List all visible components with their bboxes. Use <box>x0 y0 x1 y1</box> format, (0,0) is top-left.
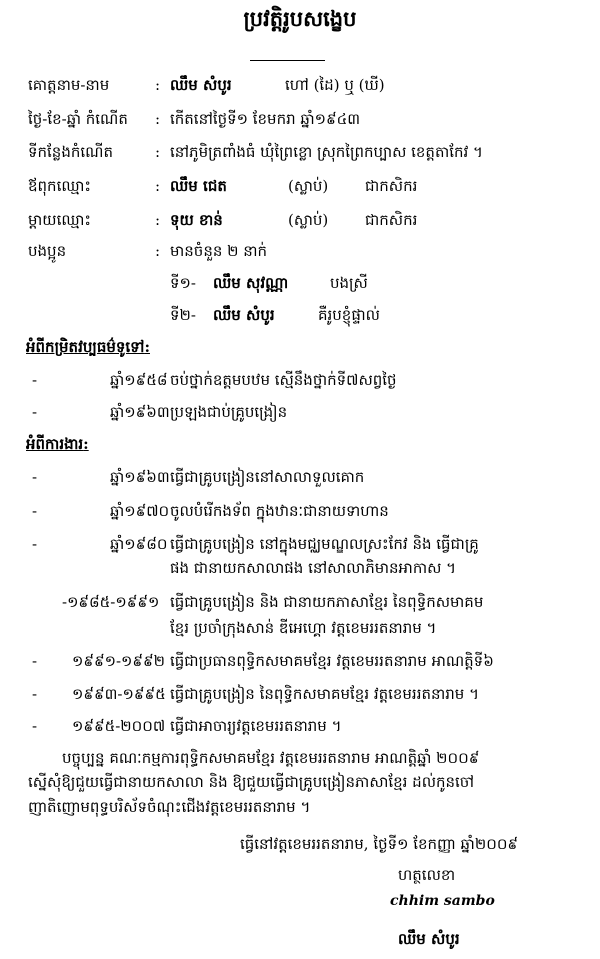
career-item <box>0 466 600 488</box>
info-row-dob <box>0 108 600 130</box>
father-status: (ស្លាប់) <box>288 177 329 195</box>
sibling-relation: បងស្រី <box>330 274 368 292</box>
info-row-father <box>0 175 600 197</box>
name-label: គោត្តនាម-នាម <box>28 76 110 94</box>
sibling-name: ឈឹម សុវណ្ណា <box>213 274 289 292</box>
colon: : <box>155 211 161 229</box>
closing-text: បច្ចុប្បន្ន គណៈកម្មការពុទ្ធិកសមាគមខ្មែរ វត្តខេមររតនារាម អាណត្តិឆ្នាំ ២០០៩ <box>62 749 480 767</box>
item-desc: ធ្វើជាអាចារ្យវត្តខេមររតនារាម ។ <box>170 717 342 735</box>
sibling-row <box>0 272 600 294</box>
career-item-continuation <box>0 557 600 579</box>
career-item <box>0 650 600 672</box>
closing-line <box>0 771 600 793</box>
info-row-name <box>0 74 600 96</box>
sibling-name: ឈឹម សំបូរ <box>213 306 275 324</box>
colon: : <box>155 110 161 128</box>
item-year: ឆ្នាំ១៩៧០ <box>110 502 170 520</box>
bullet-dash: - <box>32 717 38 735</box>
career-heading-text: អំពីការងារ <box>26 435 84 453</box>
career-item <box>0 715 600 737</box>
mother-label: ម្តាយឈ្មោះ <box>28 211 91 229</box>
item-year: ឆ្នាំ១៩៦៣ <box>110 468 170 486</box>
education-item <box>0 369 600 391</box>
dob-label: ថ្ងៃ-ខែ-ឆ្នាំ កំណើត <box>28 110 128 128</box>
colon: : <box>155 143 161 161</box>
father-job: ជាកសិករ <box>365 177 418 195</box>
bullet-dash: - <box>32 502 38 520</box>
item-desc: ធ្វើជាគ្រូបង្រៀន និង ជានាយកភាសាខ្មែរ នៃពុទ្ធិកសមាគម <box>170 593 484 611</box>
signer-name: ឈឹម សំបូរ <box>398 930 460 948</box>
item-desc: ធ្វើជាគ្រូបង្រៀន នៃពុទ្ធិកសមាគមខ្មែរ វត្តខេមររតនារាម ។ <box>170 685 479 703</box>
sibling-number: ទី១- <box>170 274 196 292</box>
item-year: ១៩៩៣-១៩៩៥ <box>72 685 166 703</box>
sibling-row <box>0 304 600 326</box>
closing-line <box>0 747 600 769</box>
education-heading: អំពីកម្រិតវប្បធម៌ទូទៅ: <box>26 338 150 356</box>
colon: : <box>155 242 161 260</box>
education-item <box>0 401 600 423</box>
bullet-dash: - <box>32 685 38 703</box>
siblings-label: បងប្អូន <box>28 242 67 260</box>
career-item-continuation <box>0 617 600 639</box>
info-row-mother <box>0 209 600 231</box>
pob-label: ទីកន្លែងកំណើត <box>28 143 113 161</box>
mother-name: ទុយ ខាន់ <box>170 211 223 229</box>
career-item <box>0 533 600 555</box>
handwritten-signature: chhim sambo <box>390 893 495 909</box>
career-item <box>0 591 600 613</box>
signature-place-date-row <box>0 833 600 855</box>
item-desc-cont: ខ្មែរ ប្រចាំក្រុងសាន់ ឌីអេហ្គោ វត្តខេមររតនារាម ។ <box>170 619 437 637</box>
father-name: ឈឹម ជេត <box>170 177 227 195</box>
dob-value: កើតនៅថ្ងៃទី១ ខែមករា ឆ្នាំ១៩៤៣ <box>170 110 361 128</box>
item-year: ឆ្នាំ១៩៨០ <box>110 535 168 553</box>
signature-name-row <box>0 928 600 950</box>
father-label: ឪពុកឈ្មោះ <box>28 177 91 195</box>
info-row-siblings <box>0 240 600 262</box>
bullet-dash: - <box>32 652 38 670</box>
mother-job: ជាកសិករ <box>365 211 418 229</box>
item-year: ឆ្នាំ១៩៥៨ <box>110 371 168 389</box>
item-desc-cont: ផង ជានាយកសាលាផង នៅសាលាភិមានអាកាស ។ <box>170 559 457 577</box>
bullet-dash: - <box>32 535 38 553</box>
colon: : <box>155 76 161 94</box>
item-desc: ប្រឡងជាប់គ្រូបង្រៀន <box>170 403 288 421</box>
bullet-dash: - <box>32 403 38 421</box>
item-year: ឆ្នាំ១៩៦៣ <box>110 403 170 421</box>
mother-status: (ស្លាប់) <box>288 211 329 229</box>
career-item <box>0 683 600 705</box>
place-date: ធ្វើនៅវត្តខេមររតនារាម, ថ្ងៃទី១ ខែកញ្ញា ឆ្នាំ២០០៩ <box>240 835 519 853</box>
signature-label: ហត្ថលេខា <box>398 866 456 884</box>
closing-line <box>0 796 600 818</box>
bullet-dash: - <box>32 371 38 389</box>
item-year: ១៩៩៥-២០០៧ <box>72 717 166 735</box>
item-desc: ធ្វើជាប្រធានពុទ្ធិកសមាគមខ្មែរ វត្តខេមររតនារាម អាណត្តិទី៦ <box>170 652 494 670</box>
name-alias: ហៅ (ដៃ) ឬ (ឃី) <box>285 76 385 94</box>
item-year: ១៩៩១-១៩៩២ <box>72 652 165 670</box>
item-desc: ចប់ថ្នាក់ឧត្តមបឋម ស្មើនឹងថ្នាក់ទី៧សព្វថ្ងៃ <box>170 371 397 389</box>
item-year: -១៩៨៥-១៩៩១ <box>62 593 160 611</box>
document-title: ប្រវត្តិរូបសង្ខេប <box>243 6 357 31</box>
career-item <box>0 500 600 522</box>
colon: : <box>155 177 161 195</box>
item-desc: ធ្វើជាគ្រូបង្រៀន នៅក្នុងមជ្ឈមណ្ឌលស្រះកែវ និង ធ្វើជាគ្រូ <box>170 535 479 553</box>
item-desc: ធ្វើជាគ្រូបង្រៀននៅសាលាទួលគោក <box>170 468 365 486</box>
sibling-number: ទី២- <box>170 306 196 324</box>
closing-text: ស្នើសុំឱ្យជួយធ្វើជានាយកសាលា និង ឱ្យជួយធ្វើជាគ្រូបង្រៀនភាសាខ្មែរ ដល់កូនចៅ <box>28 773 475 791</box>
signature-label-row <box>0 864 600 886</box>
education-heading-row <box>0 336 600 358</box>
pob-value: នៅភូមិត្រពាំងធំ ឃុំព្រៃខ្លោ ស្រុកព្រៃកប្បាស ខេត្តតាកែវ ។ <box>170 143 483 161</box>
career-heading: អំពីការងារ: <box>26 435 89 453</box>
career-heading-row <box>0 433 600 455</box>
closing-text: ញាតិញោមពុទ្ធបរិស័ទចំណុះជើងវត្តខេមររតនារាម ។ <box>28 798 311 816</box>
item-desc: ចូលបំរើកងទ័ព ក្នុងឋានៈជានាយទាហាន <box>170 502 389 520</box>
bullet-dash: - <box>32 468 38 486</box>
name-value: ឈឹម សំបូរ <box>170 76 232 94</box>
siblings-count: មានចំនួន ២ នាក់ <box>170 242 268 260</box>
education-heading-text: អំពីកម្រិតវប្បធម៌ទូទៅ <box>26 338 145 356</box>
title-divider <box>250 60 325 61</box>
info-row-pob <box>0 141 600 163</box>
sibling-relation: គឺរូបខ្ញុំផ្ទាល់ <box>318 306 380 324</box>
